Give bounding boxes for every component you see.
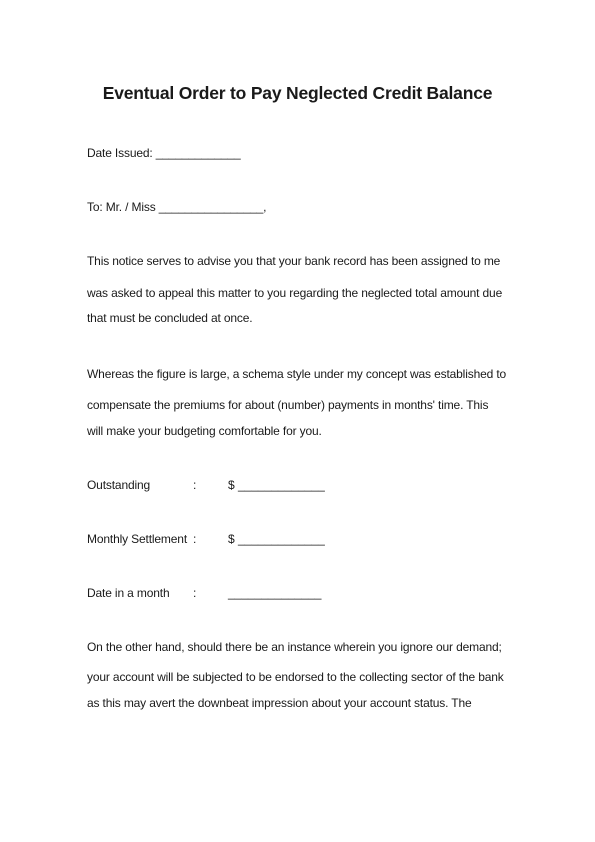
- paragraph-1-line: was asked to appeal this matter to you regarding the neglected total amount due: [87, 286, 503, 300]
- paragraph-2-line: compensate the premiums for about (number) payments in months' time. This: [87, 398, 489, 412]
- paragraph-3-line: your account will be subjected to be endorsed to the collecting sector of the bank: [87, 670, 504, 684]
- outstanding-colon: :: [193, 478, 197, 492]
- date-in-month-blank: ______________: [228, 586, 322, 600]
- paragraph-1-line: This notice serves to advise you that your bank record has been assigned to me: [87, 254, 501, 268]
- monthly-settlement-label: Monthly Settlement: [87, 532, 188, 546]
- date-in-month-colon: :: [193, 586, 197, 600]
- paragraph-3-line: On the other hand, should there be an instance wherein you ignore our demand;: [87, 640, 502, 654]
- recipient-line: To: Mr. / Miss ________________,: [87, 200, 267, 214]
- paragraph-2-line: Whereas the figure is large, a schema style under my concept was established to: [87, 367, 507, 381]
- monthly-settlement-blank: $ _____________: [228, 532, 325, 546]
- outstanding-blank: $ _____________: [228, 478, 325, 492]
- monthly-settlement-colon: :: [193, 532, 197, 546]
- outstanding-label: Outstanding: [87, 478, 151, 492]
- document-title: Eventual Order to Pay Neglected Credit Balance: [102, 83, 493, 103]
- date-issued-line: Date Issued: _____________: [87, 146, 241, 160]
- paragraph-3-line: as this may avert the downbeat impression about your account status. The: [87, 696, 472, 710]
- paragraph-2-line: will make your budgeting comfortable for you.: [87, 424, 322, 438]
- paragraph-1-line: that must be concluded at once.: [87, 311, 253, 325]
- date-in-month-label: Date in a month: [87, 586, 170, 600]
